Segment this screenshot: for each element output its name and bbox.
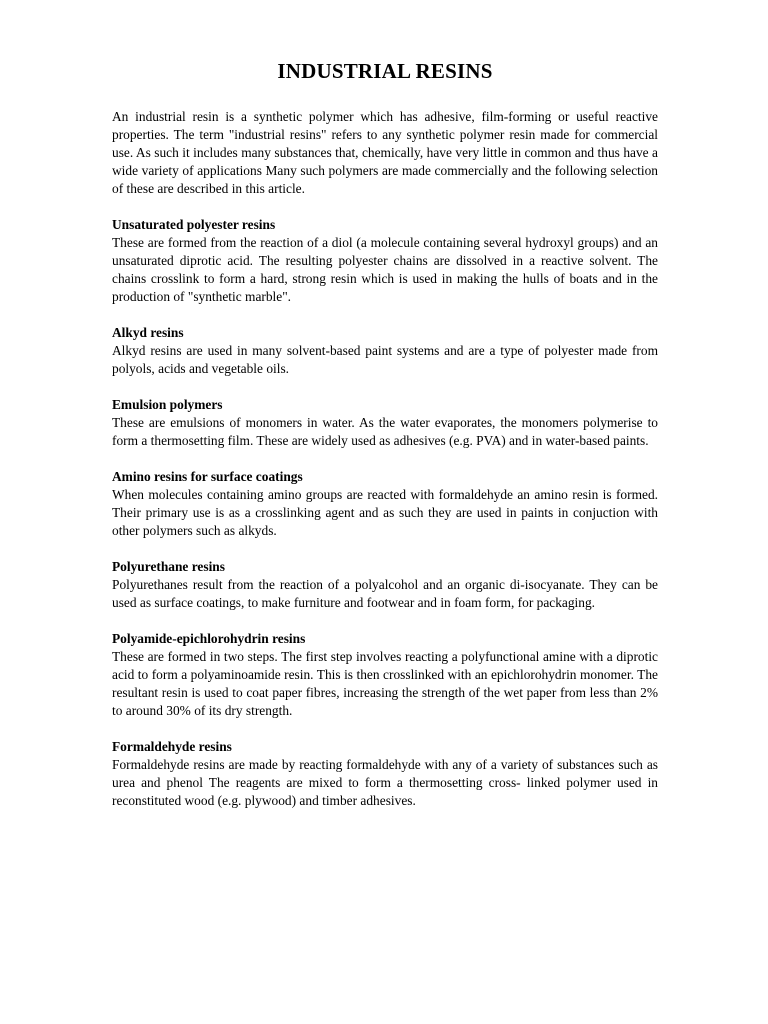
section-body: When molecules containing amino groups are reacted with formaldehyde an amino resin is formed. Their primary use is as a crosslinking agent and as such they are used in paints in conjuction with other polymers such as alkyds.	[112, 487, 658, 538]
section-body: These are formed in two steps. The first step involves reacting a polyfunctional amine with a diprotic acid to form a polyaminoamide resin. This is then crosslinked with an epichlorohydrin monomer. The resultant resin is used to coat paper fibres, increasing the strength of the wet paper from less than 2% to around 30% of its dry strength.	[112, 649, 658, 718]
section-heading: Polyamide-epichlorohydrin resins	[112, 631, 306, 646]
section-amino-resins	[112, 468, 658, 540]
section-body: Formaldehyde resins are made by reacting formaldehyde with any of a variety of substances such as urea and phenol The reagents are mixed to form a thermosetting cross- linked polymer used in reconstituted wood (e.g. plywood) and timber adhesives.	[112, 757, 658, 808]
section-heading: Formaldehyde resins	[112, 739, 232, 754]
section-alkyd-resins	[112, 324, 658, 378]
section-body: Alkyd resins are used in many solvent-based paint systems and are a type of polyester made from polyols, acids and vegetable oils.	[112, 343, 658, 376]
section-body: These are emulsions of monomers in water. As the water evaporates, the monomers polymerise to form a thermosetting film. These are widely used as adhesives (e.g. PVA) and in water-based paints.	[112, 415, 658, 448]
section-unsaturated-polyester-resins	[112, 216, 658, 306]
section-formaldehyde-resins	[112, 738, 658, 810]
section-polyurethane-resins	[112, 558, 658, 612]
section-heading: Alkyd resins	[112, 325, 184, 340]
section-body: These are formed from the reaction of a diol (a molecule containing several hydroxyl groups) and an unsaturated diprotic acid. The resulting polyester chains are dissolved in a reactive solvent. The chains crosslink to form a hard, strong resin which is used in making the hulls of boats and in the production of "synthetic marble".	[112, 235, 658, 304]
section-heading: Unsaturated polyester resins	[112, 217, 276, 232]
section-heading: Emulsion polymers	[112, 397, 223, 412]
section-polyamide-epichlorohydrin-resins	[112, 630, 658, 720]
section-emulsion-polymers	[112, 396, 658, 450]
document-page	[112, 0, 658, 810]
section-heading: Polyurethane resins	[112, 559, 225, 574]
intro-paragraph: An industrial resin is a synthetic polymer which has adhesive, film-forming or useful reactive properties. The term "industrial resins" refers to any synthetic polymer resin made for commercial use. As such it includes many substances that, chemically, have very little in common and thus have a wide variety of applications Many such polymers are made commercially and the following selection of these are described in this article.	[112, 109, 658, 196]
section-heading: Amino resins for surface coatings	[112, 469, 303, 484]
section-body: Polyurethanes result from the reaction of a polyalcohol and an organic di-isocyanate. They can be used as surface coatings, to make furniture and footwear and in foam form, for packaging.	[112, 577, 658, 610]
page-title: INDUSTRIAL RESINS	[277, 59, 493, 83]
